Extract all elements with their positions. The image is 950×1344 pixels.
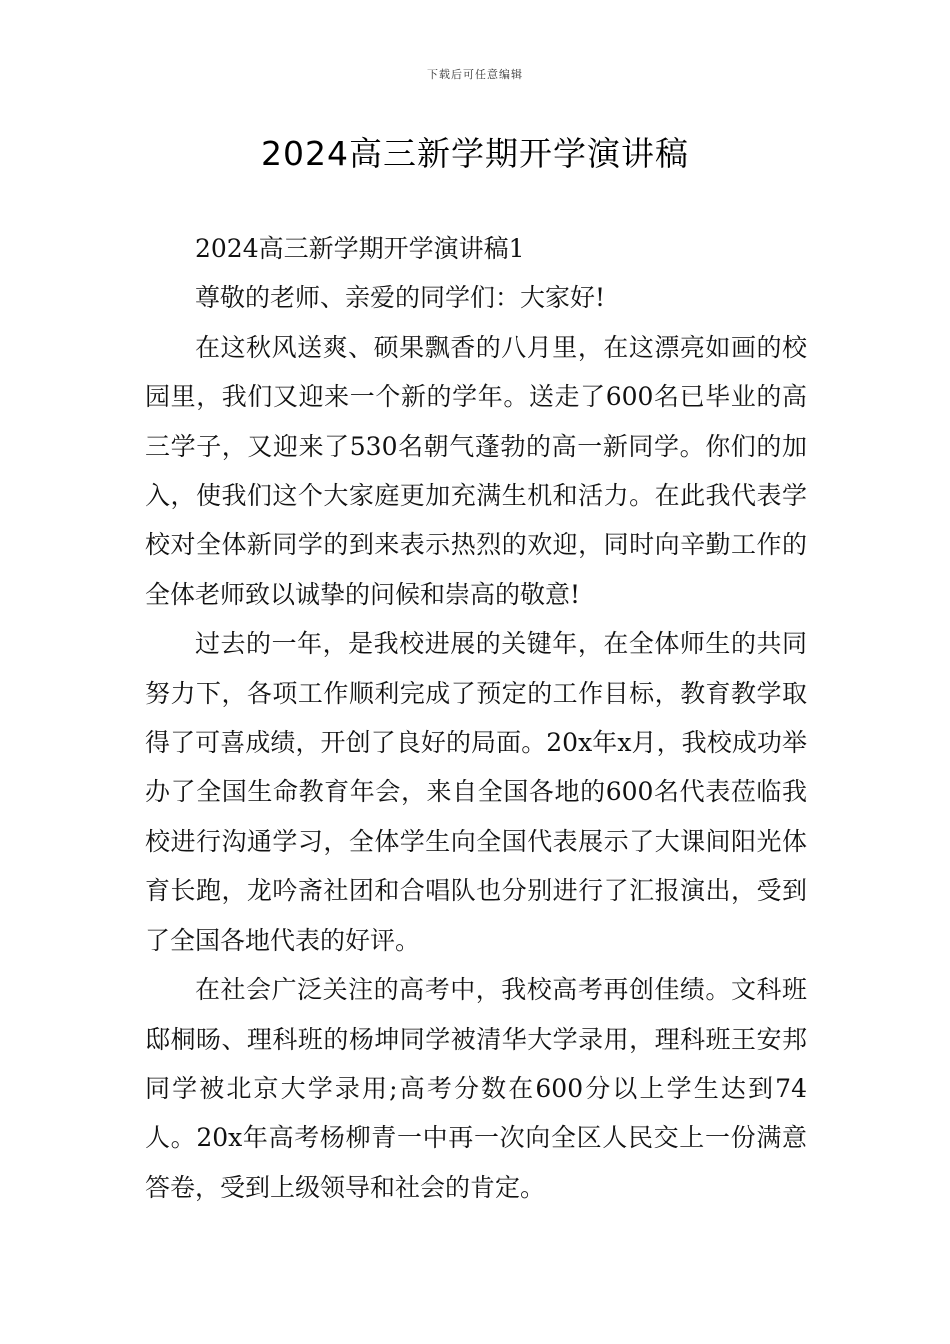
paragraph-3: 在社会广泛关注的高考中，我校高考再创佳绩。文科班邸桐旸、理科班的杨坤同学被清华大学录用，理科班王安邦同学被北京大学录用;高考分数在600分以上学生达到74人。20x年高考杨柳青一中再一次向全区人民交上一份满意答卷，受到上级领导和社会的肯定。	[145, 975, 807, 1202]
speech-subtitle: 2024高三新学期开学演讲稿1	[195, 234, 525, 263]
document-title: 2024高三新学期开学演讲稿	[261, 134, 689, 173]
document-body	[145, 224, 807, 1212]
header-note: 下载后可任意编辑	[427, 68, 523, 81]
salutation: 尊敬的老师、亲爱的同学们：大家好!	[195, 283, 606, 313]
paragraph-2: 过去的一年，是我校进展的关键年，在全体师生的共同努力下，各项工作顺利完成了预定的工作目标，教育教学取得了可喜成绩，开创了良好的局面。20x年x月，我校成功举办了全国生命教育年会，来自全国各地的600名代表莅临我校进行沟通学习，全体学生向全国代表展示了大课间阳光体育长跑，龙吟斋社团和合唱队也分别进行了汇报演出，受到了全国各地代表的好评。	[145, 629, 807, 955]
paragraph-1: 在这秋风送爽、硕果飘香的八月里，在这漂亮如画的校园里，我们又迎来一个新的学年。送走了600名已毕业的高三学子，又迎来了530名朝气蓬勃的高一新同学。你们的加入，使我们这个大家庭更加充满生机和活力。在此我代表学校对全体新同学的到来表示热烈的欢迎，同时向辛勤工作的全体老师致以诚挚的问候和崇高的敬意!	[145, 332, 807, 609]
